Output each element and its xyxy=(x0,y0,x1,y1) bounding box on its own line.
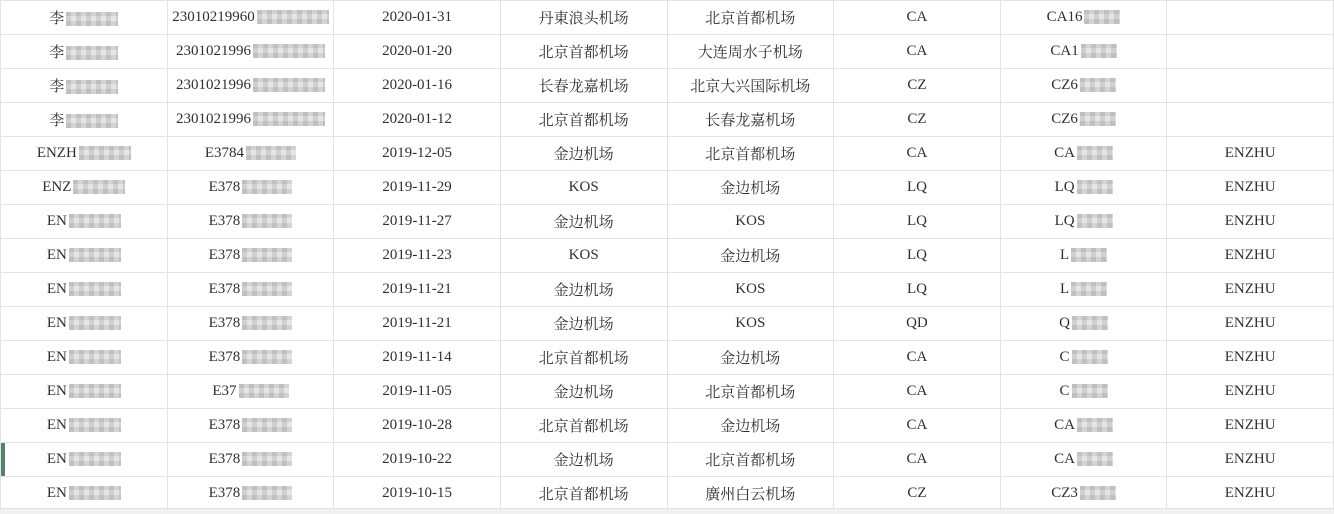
cell-flight-number[interactable] xyxy=(1000,409,1167,443)
cell-arrival-airport[interactable] xyxy=(667,375,834,409)
redaction-mosaic xyxy=(1077,180,1113,194)
redaction-mosaic xyxy=(66,114,118,128)
redaction-mosaic xyxy=(239,384,289,398)
table-row xyxy=(1,205,1334,239)
table-row xyxy=(1,273,1334,307)
cell-booking-name[interactable] xyxy=(1167,273,1334,307)
flight-number-text: LQ xyxy=(1054,179,1075,195)
redaction-mosaic xyxy=(1080,78,1116,92)
cell-document-number[interactable] xyxy=(167,307,334,341)
booking-name-text: ENZHU xyxy=(1224,417,1276,433)
cell-airline-code[interactable] xyxy=(834,443,1001,477)
cell-passenger-name[interactable] xyxy=(1,103,168,137)
flight-date-text: 2019-10-15 xyxy=(382,485,453,501)
cell-arrival-airport[interactable] xyxy=(667,409,834,443)
table-row xyxy=(1,341,1334,375)
airline-code-text: CA xyxy=(906,349,928,365)
redaction-mosaic xyxy=(242,418,292,432)
redaction-mosaic xyxy=(242,282,292,296)
passenger-name-text: EN xyxy=(46,315,67,331)
redaction-mosaic xyxy=(1077,146,1113,160)
redaction-mosaic xyxy=(66,12,118,26)
cell-departure-airport[interactable] xyxy=(500,103,667,137)
airline-code-text: LQ xyxy=(906,247,927,263)
arrival-airport-text: 金边机场 xyxy=(720,249,781,265)
cell-document-number[interactable] xyxy=(167,273,334,307)
cell-document-number[interactable] xyxy=(167,137,334,171)
cell-passenger-name[interactable] xyxy=(1,137,168,171)
cell-passenger-name[interactable] xyxy=(1,273,168,307)
document-number-text: 2301021996 xyxy=(175,77,251,93)
redaction-mosaic xyxy=(1077,452,1113,466)
cell-flight-number[interactable] xyxy=(1000,375,1167,409)
airline-code-text: CZ xyxy=(907,111,927,127)
flight-number-text: Q xyxy=(1059,315,1070,331)
booking-name-text: ENZHU xyxy=(1224,281,1276,297)
passenger-name-text: ENZH xyxy=(36,145,77,161)
departure-airport-text: KOS xyxy=(568,179,599,195)
airline-code-text: LQ xyxy=(906,179,927,195)
document-number-text: E378 xyxy=(208,451,241,467)
redaction-mosaic xyxy=(1077,214,1113,228)
table-row xyxy=(1,443,1334,477)
document-number-text: E378 xyxy=(208,179,241,195)
document-number-text: E378 xyxy=(208,281,241,297)
cell-arrival-airport[interactable] xyxy=(667,205,834,239)
redaction-mosaic xyxy=(69,248,121,262)
flight-number-text: CA16 xyxy=(1046,9,1083,25)
cell-document-number[interactable] xyxy=(167,341,334,375)
cell-flight-number[interactable] xyxy=(1000,205,1167,239)
cell-flight-date[interactable] xyxy=(334,35,501,69)
cell-document-number[interactable] xyxy=(167,69,334,103)
document-number-text: 23010219960 xyxy=(172,9,255,25)
departure-airport-text: 金边机场 xyxy=(553,385,614,401)
flight-number-text: CZ6 xyxy=(1051,111,1078,127)
departure-airport-text: 北京首都机场 xyxy=(538,419,629,435)
cell-flight-date[interactable] xyxy=(334,307,501,341)
table-row xyxy=(1,1,1334,35)
redaction-mosaic xyxy=(69,214,121,228)
cell-booking-name[interactable] xyxy=(1167,205,1334,239)
document-number-text: E378 xyxy=(208,485,241,501)
redaction-mosaic xyxy=(1080,486,1116,500)
cell-document-number[interactable] xyxy=(167,375,334,409)
table-row xyxy=(1,69,1334,103)
redaction-mosaic xyxy=(1080,112,1116,126)
booking-name-text: ENZHU xyxy=(1224,315,1276,331)
cell-booking-name[interactable] xyxy=(1167,35,1334,69)
cell-booking-name[interactable] xyxy=(1167,409,1334,443)
cell-departure-airport[interactable] xyxy=(500,35,667,69)
flight-date-text: 2019-11-23 xyxy=(382,247,452,263)
cell-airline-code[interactable] xyxy=(834,1,1001,35)
cell-airline-code[interactable] xyxy=(834,171,1001,205)
cell-arrival-airport[interactable] xyxy=(667,307,834,341)
cell-airline-code[interactable] xyxy=(834,35,1001,69)
booking-name-text: ENZHU xyxy=(1224,213,1276,229)
horizontal-scrollbar-track[interactable] xyxy=(0,508,1334,514)
cell-booking-name[interactable] xyxy=(1167,375,1334,409)
cell-booking-name[interactable] xyxy=(1167,69,1334,103)
redaction-mosaic xyxy=(69,316,121,330)
airline-code-text: CA xyxy=(906,43,928,59)
redaction-mosaic xyxy=(257,10,329,24)
redaction-mosaic xyxy=(1071,282,1107,296)
arrival-airport-text: KOS xyxy=(735,281,766,297)
cell-passenger-name[interactable] xyxy=(1,1,168,35)
arrival-airport-text: 金边机场 xyxy=(720,351,781,367)
redaction-mosaic xyxy=(1084,10,1120,24)
document-number-text: E3784 xyxy=(204,145,245,161)
cell-flight-number[interactable] xyxy=(1000,341,1167,375)
booking-name-text: ENZHU xyxy=(1224,451,1276,467)
redaction-mosaic xyxy=(253,44,325,58)
passenger-name-text: EN xyxy=(46,451,67,467)
airline-code-text: CA xyxy=(906,451,928,467)
cell-airline-code[interactable] xyxy=(834,103,1001,137)
cell-flight-date[interactable] xyxy=(334,69,501,103)
airline-code-text: QD xyxy=(906,315,928,331)
redaction-mosaic xyxy=(79,146,131,160)
redaction-mosaic xyxy=(69,384,121,398)
arrival-airport-text: KOS xyxy=(735,213,766,229)
cell-passenger-name[interactable] xyxy=(1,205,168,239)
arrival-airport-text: 金边机场 xyxy=(720,181,781,197)
cell-airline-code[interactable] xyxy=(834,205,1001,239)
redaction-mosaic xyxy=(1072,316,1108,330)
cell-departure-airport[interactable] xyxy=(500,205,667,239)
cell-passenger-name[interactable] xyxy=(1,69,168,103)
flight-date-text: 2020-01-12 xyxy=(382,111,453,127)
cell-flight-date[interactable] xyxy=(334,103,501,137)
flight-number-text: L xyxy=(1059,281,1070,297)
table-row xyxy=(1,375,1334,409)
cell-airline-code[interactable] xyxy=(834,137,1001,171)
cell-departure-airport[interactable] xyxy=(500,375,667,409)
redaction-mosaic xyxy=(253,78,325,92)
redaction-mosaic xyxy=(246,146,296,160)
booking-name-text: ENZHU xyxy=(1224,383,1276,399)
arrival-airport-text: 北京首都机场 xyxy=(705,147,796,163)
cell-flight-date[interactable] xyxy=(334,273,501,307)
cell-flight-date[interactable] xyxy=(334,171,501,205)
cell-flight-number[interactable] xyxy=(1000,273,1167,307)
cell-departure-airport[interactable] xyxy=(500,273,667,307)
cell-passenger-name[interactable] xyxy=(1,239,168,273)
cell-flight-number[interactable] xyxy=(1000,103,1167,137)
cell-flight-date[interactable] xyxy=(334,205,501,239)
redaction-mosaic xyxy=(1071,248,1107,262)
redaction-mosaic xyxy=(242,350,292,364)
passenger-name-text: 李 xyxy=(49,11,65,27)
redaction-mosaic xyxy=(69,452,121,466)
flight-number-text: CZ6 xyxy=(1051,77,1078,93)
redaction-mosaic xyxy=(253,112,325,126)
cell-document-number[interactable] xyxy=(167,171,334,205)
cell-departure-airport[interactable] xyxy=(500,1,667,35)
redaction-mosaic xyxy=(66,80,118,94)
departure-airport-text: 金边机场 xyxy=(553,147,614,163)
cell-passenger-name[interactable] xyxy=(1,443,168,477)
flight-date-text: 2020-01-16 xyxy=(382,77,453,93)
cell-flight-date[interactable] xyxy=(334,1,501,35)
arrival-airport-text: KOS xyxy=(735,315,766,331)
arrival-airport-text: 大连周水子机场 xyxy=(697,45,803,61)
passenger-name-text: ENZ xyxy=(42,179,72,195)
cell-document-number[interactable] xyxy=(167,477,334,511)
redaction-mosaic xyxy=(69,350,121,364)
flight-number-text: CA xyxy=(1054,417,1075,433)
table-row xyxy=(1,35,1334,69)
cell-document-number[interactable] xyxy=(167,103,334,137)
arrival-airport-text: 北京首都机场 xyxy=(705,11,796,27)
cell-arrival-airport[interactable] xyxy=(667,443,834,477)
table-row xyxy=(1,307,1334,341)
table-row xyxy=(1,137,1334,171)
flight-number-text: CA xyxy=(1054,451,1075,467)
redaction-mosaic xyxy=(1077,418,1113,432)
airline-code-text: CA xyxy=(906,417,928,433)
airline-code-text: CA xyxy=(906,145,928,161)
cell-departure-airport[interactable] xyxy=(500,341,667,375)
flight-number-text: CZ3 xyxy=(1051,485,1078,501)
airline-code-text: LQ xyxy=(906,213,927,229)
cell-airline-code[interactable] xyxy=(834,409,1001,443)
flight-number-text: LQ xyxy=(1054,213,1075,229)
cell-flight-date[interactable] xyxy=(334,341,501,375)
passenger-name-text: EN xyxy=(46,485,67,501)
flight-number-text: CA xyxy=(1054,145,1075,161)
cell-arrival-airport[interactable] xyxy=(667,137,834,171)
cell-airline-code[interactable] xyxy=(834,341,1001,375)
cell-booking-name[interactable] xyxy=(1167,477,1334,511)
departure-airport-text: 金边机场 xyxy=(553,215,614,231)
arrival-airport-text: 金边机场 xyxy=(720,419,781,435)
cell-booking-name[interactable] xyxy=(1167,137,1334,171)
flight-date-text: 2019-11-21 xyxy=(382,281,452,297)
passenger-name-text: 李 xyxy=(49,45,65,61)
airline-code-text: CA xyxy=(906,383,928,399)
redaction-mosaic xyxy=(1072,384,1108,398)
cell-departure-airport[interactable] xyxy=(500,69,667,103)
document-number-text: E378 xyxy=(208,349,241,365)
redaction-mosaic xyxy=(69,486,121,500)
flight-number-text: L xyxy=(1059,247,1070,263)
cell-departure-airport[interactable] xyxy=(500,477,667,511)
table-row xyxy=(1,239,1334,273)
flight-date-text: 2020-01-20 xyxy=(382,43,453,59)
cell-flight-date[interactable] xyxy=(334,137,501,171)
redaction-mosaic xyxy=(69,418,121,432)
airline-code-text: CZ xyxy=(907,77,927,93)
cell-document-number[interactable] xyxy=(167,443,334,477)
redaction-mosaic xyxy=(69,282,121,296)
cell-airline-code[interactable] xyxy=(834,307,1001,341)
passenger-name-text: EN xyxy=(46,213,67,229)
airline-code-text: CZ xyxy=(907,485,927,501)
cell-document-number[interactable] xyxy=(167,35,334,69)
flight-date-text: 2019-12-05 xyxy=(382,145,453,161)
airline-code-text: LQ xyxy=(906,281,927,297)
cell-flight-date[interactable] xyxy=(334,477,501,511)
cell-booking-name[interactable] xyxy=(1167,443,1334,477)
cell-passenger-name[interactable] xyxy=(1,477,168,511)
cell-flight-date[interactable] xyxy=(334,443,501,477)
cell-departure-airport[interactable] xyxy=(500,137,667,171)
arrival-airport-text: 长春龙嘉机场 xyxy=(705,113,796,129)
cell-passenger-name[interactable] xyxy=(1,307,168,341)
cell-booking-name[interactable] xyxy=(1167,1,1334,35)
table-row xyxy=(1,103,1334,137)
arrival-airport-text: 北京大兴国际机场 xyxy=(690,79,811,95)
cell-arrival-airport[interactable] xyxy=(667,1,834,35)
cell-booking-name[interactable] xyxy=(1167,239,1334,273)
passenger-name-text: EN xyxy=(46,383,67,399)
cell-departure-airport[interactable] xyxy=(500,307,667,341)
cell-flight-date[interactable] xyxy=(334,239,501,273)
document-number-text: E37 xyxy=(212,383,237,399)
booking-name-text: ENZHU xyxy=(1224,145,1276,161)
booking-name-text: ENZHU xyxy=(1224,349,1276,365)
redaction-mosaic xyxy=(66,46,118,60)
flight-number-text: CA1 xyxy=(1050,43,1079,59)
booking-name-text: ENZHU xyxy=(1224,485,1276,501)
cell-passenger-name[interactable] xyxy=(1,341,168,375)
cell-flight-number[interactable] xyxy=(1000,137,1167,171)
cell-booking-name[interactable] xyxy=(1167,171,1334,205)
document-number-text: E378 xyxy=(208,417,241,433)
departure-airport-text: KOS xyxy=(568,247,599,263)
redaction-mosaic xyxy=(242,248,292,262)
cell-arrival-airport[interactable] xyxy=(667,239,834,273)
arrival-airport-text: 廣州白云机场 xyxy=(705,487,796,503)
selected-row-marker xyxy=(1,443,5,476)
departure-airport-text: 丹東浪头机场 xyxy=(538,11,629,27)
cell-document-number[interactable] xyxy=(167,409,334,443)
cell-arrival-airport[interactable] xyxy=(667,103,834,137)
cell-flight-number[interactable] xyxy=(1000,239,1167,273)
cell-passenger-name[interactable] xyxy=(1,35,168,69)
cell-document-number[interactable] xyxy=(167,1,334,35)
redaction-mosaic xyxy=(242,452,292,466)
cell-departure-airport[interactable] xyxy=(500,409,667,443)
cell-document-number[interactable] xyxy=(167,205,334,239)
flight-date-text: 2019-10-28 xyxy=(382,417,453,433)
cell-flight-number[interactable] xyxy=(1000,307,1167,341)
passenger-name-text: 李 xyxy=(49,79,65,95)
cell-airline-code[interactable] xyxy=(834,375,1001,409)
passenger-name-text: EN xyxy=(46,281,67,297)
cell-arrival-airport[interactable] xyxy=(667,477,834,511)
document-number-text: 2301021996 xyxy=(175,111,251,127)
booking-name-text: ENZHU xyxy=(1224,179,1276,195)
redaction-mosaic xyxy=(242,316,292,330)
table-body xyxy=(1,1,1334,511)
passenger-name-text: EN xyxy=(46,349,67,365)
cell-passenger-name[interactable] xyxy=(1,409,168,443)
redaction-mosaic xyxy=(242,214,292,228)
arrival-airport-text: 北京首都机场 xyxy=(705,385,796,401)
cell-flight-number[interactable] xyxy=(1000,477,1167,511)
cell-flight-number[interactable] xyxy=(1000,443,1167,477)
departure-airport-text: 金边机场 xyxy=(553,317,614,333)
flight-date-text: 2019-11-05 xyxy=(382,383,452,399)
departure-airport-text: 北京首都机场 xyxy=(538,487,629,503)
booking-name-text: ENZHU xyxy=(1224,247,1276,263)
cell-flight-number[interactable] xyxy=(1000,35,1167,69)
cell-airline-code[interactable] xyxy=(834,273,1001,307)
cell-arrival-airport[interactable] xyxy=(667,35,834,69)
flight-date-text: 2019-11-29 xyxy=(382,179,452,195)
arrival-airport-text: 北京首都机场 xyxy=(705,453,796,469)
cell-flight-date[interactable] xyxy=(334,409,501,443)
flight-date-text: 2020-01-31 xyxy=(382,9,453,25)
flight-date-text: 2019-11-14 xyxy=(382,349,452,365)
redaction-mosaic xyxy=(242,180,292,194)
airline-code-text: CA xyxy=(906,9,928,25)
flight-date-text: 2019-11-27 xyxy=(382,213,452,229)
table-row xyxy=(1,409,1334,443)
departure-airport-text: 北京首都机场 xyxy=(538,113,629,129)
cell-flight-number[interactable] xyxy=(1000,1,1167,35)
cell-booking-name[interactable] xyxy=(1167,307,1334,341)
departure-airport-text: 金边机场 xyxy=(553,453,614,469)
document-number-text: E378 xyxy=(208,247,241,263)
redaction-mosaic xyxy=(73,180,125,194)
cell-departure-airport[interactable] xyxy=(500,443,667,477)
flight-date-text: 2019-10-22 xyxy=(382,451,453,467)
departure-airport-text: 北京首都机场 xyxy=(538,45,629,61)
cell-airline-code[interactable] xyxy=(834,69,1001,103)
cell-departure-airport[interactable] xyxy=(500,171,667,205)
table-row xyxy=(1,171,1334,205)
passenger-name-text: EN xyxy=(46,247,67,263)
passenger-name-text: 李 xyxy=(49,113,65,129)
cell-airline-code[interactable] xyxy=(834,477,1001,511)
flight-number-text: C xyxy=(1059,349,1070,365)
cell-passenger-name[interactable] xyxy=(1,375,168,409)
departure-airport-text: 金边机场 xyxy=(553,283,614,299)
cell-booking-name[interactable] xyxy=(1167,341,1334,375)
cell-arrival-airport[interactable] xyxy=(667,69,834,103)
document-number-text: E378 xyxy=(208,213,241,229)
cell-arrival-airport[interactable] xyxy=(667,171,834,205)
cell-flight-number[interactable] xyxy=(1000,69,1167,103)
departure-airport-text: 长春龙嘉机场 xyxy=(538,79,629,95)
cell-flight-number[interactable] xyxy=(1000,171,1167,205)
redaction-mosaic xyxy=(1072,350,1108,364)
cell-arrival-airport[interactable] xyxy=(667,273,834,307)
cell-booking-name[interactable] xyxy=(1167,103,1334,137)
cell-arrival-airport[interactable] xyxy=(667,341,834,375)
passenger-name-text: EN xyxy=(46,417,67,433)
document-number-text: E378 xyxy=(208,315,241,331)
document-number-text: 2301021996 xyxy=(175,43,251,59)
table-row xyxy=(1,477,1334,511)
cell-flight-date[interactable] xyxy=(334,375,501,409)
cell-document-number[interactable] xyxy=(167,239,334,273)
cell-passenger-name[interactable] xyxy=(1,171,168,205)
flight-date-text: 2019-11-21 xyxy=(382,315,452,331)
cell-departure-airport[interactable] xyxy=(500,239,667,273)
departure-airport-text: 北京首都机场 xyxy=(538,351,629,367)
redaction-mosaic xyxy=(242,486,292,500)
redaction-mosaic xyxy=(1081,44,1117,58)
flight-number-text: C xyxy=(1059,383,1070,399)
cell-airline-code[interactable] xyxy=(834,239,1001,273)
